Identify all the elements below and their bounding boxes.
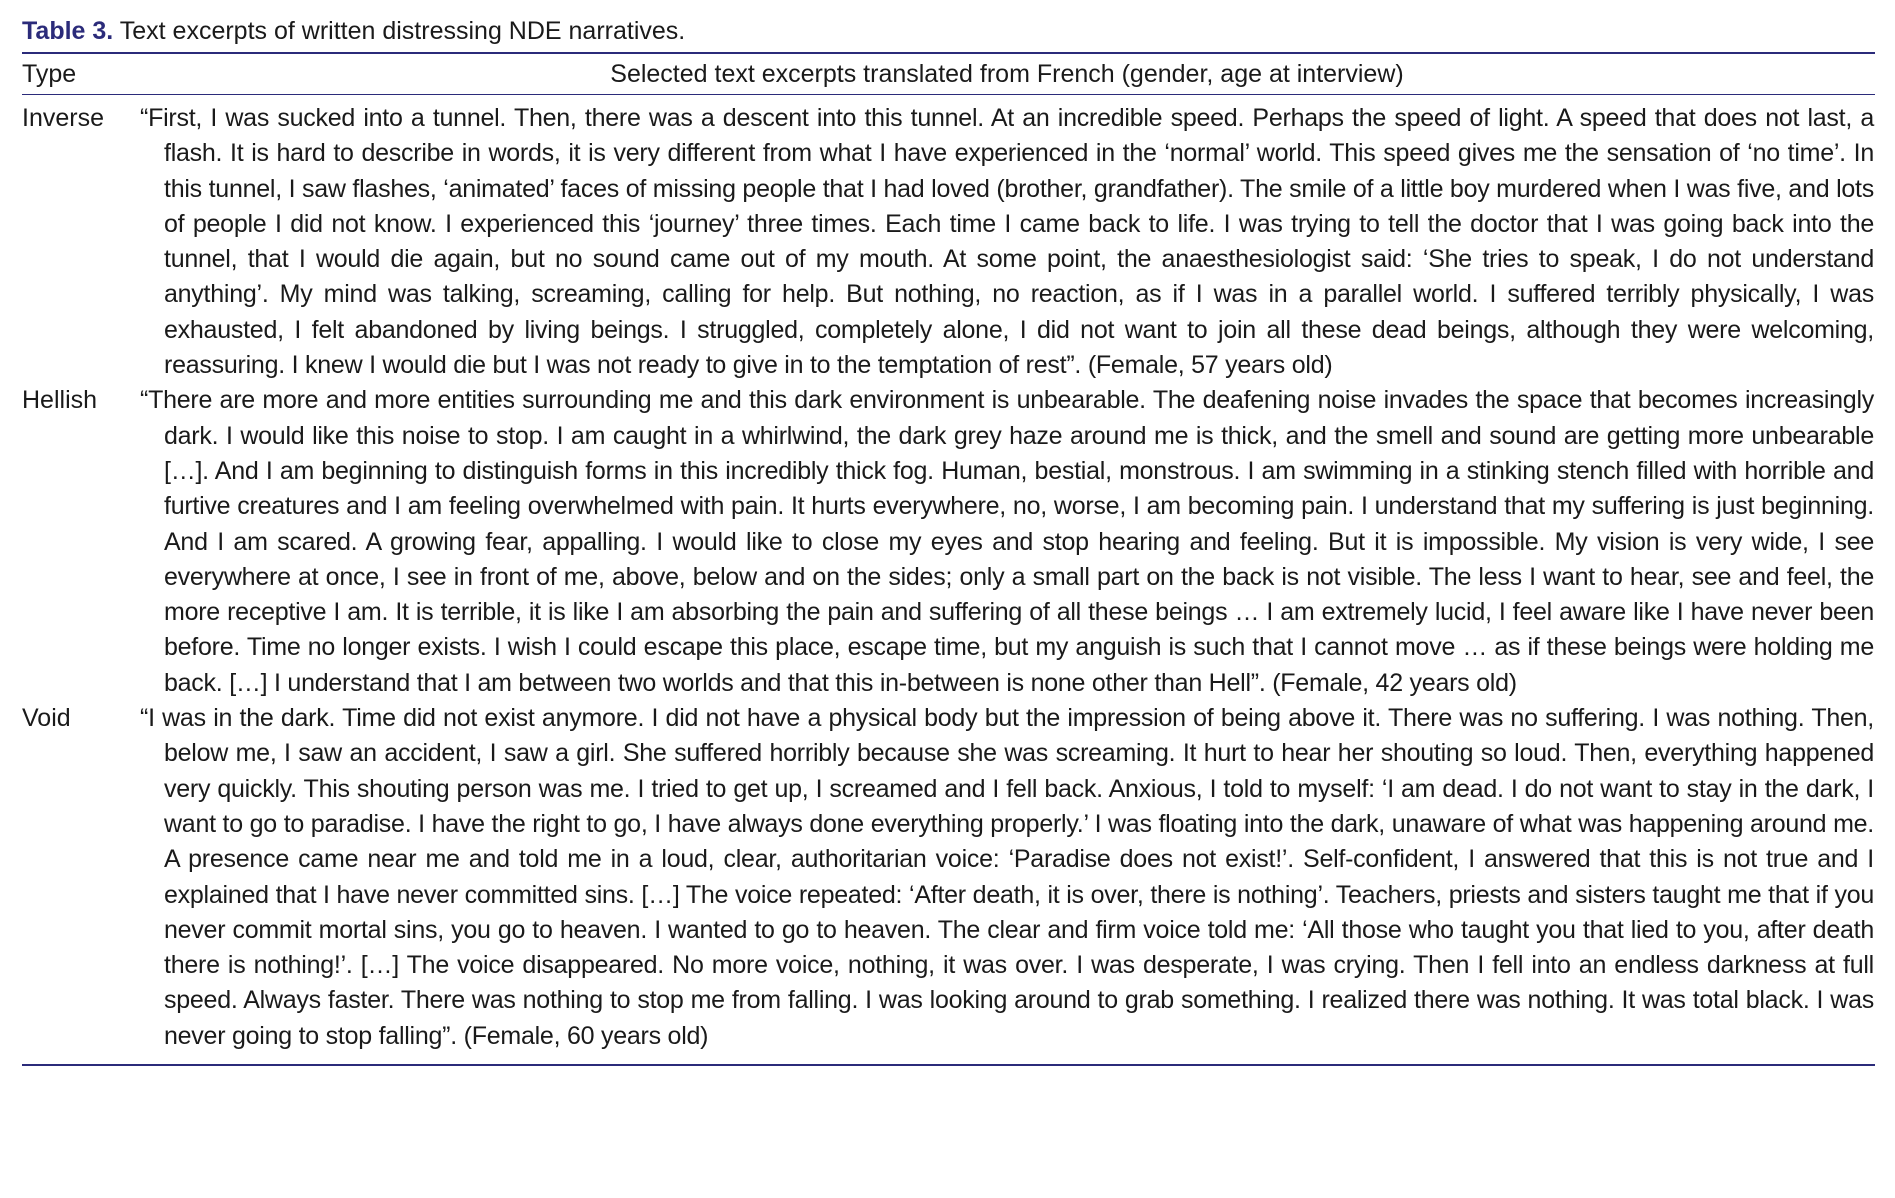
narratives-table: [22, 54, 1874, 94]
row-type-inverse: Inverse: [22, 104, 104, 132]
row-excerpt-hellish: “There are more and more entities surrounding me and this dark environment is unbearable. The deafening noise invades the space that becomes increasingly dark. I would like this noise to stop. I am caught in a whirlwind, the dark grey haze around me is thick, and the smell and sound are getting more unbearable […]. And I am beginning to distinguish forms in this incredibly thick fog. Human, bestial, monstrous. I am swimming in a stinking stench filled with horrible and furtive creatures and I am feeling overwhelmed with pain. It hurts everywhere, no, worse, I am becoming pain. I understand that my suffering is just beginning. And I am scared. A growing fear, appalling. I would like to close my eyes and stop hearing and feeling. But it is impossible. My vision is very wide, I see everywhere at once, I see in front of me, above, below and on the sides; only a small part on the back is not visible. The less I want to hear, see and feel, the more receptive I am. It is terrible, it is like I am absorbing the pain and suffering of all these beings … I am extremely lucid, I feel aware like I have never been before. Time no longer exists. I wish I could escape this place, escape time, but my anguish is such that I cannot move … as if these beings were holding me back. […] I understand that I am between two worlds and that this in-between is none other than Hell”. (Female, 42 years old): [140, 386, 1874, 697]
column-header-excerpt: Selected text excerpts translated from French (gender, age at interview): [610, 60, 1404, 88]
column-header-type: Type: [22, 60, 77, 88]
row-type-void: Void: [22, 704, 71, 733]
table-row: [22, 95, 1874, 383]
table-header-row: [22, 54, 1874, 94]
row-excerpt-void: “I was in the dark. Time did not exist anymore. I did not have a physical body but the impression of being above it. There was no suffering. I was nothing. Then, below me, I saw an accident, I saw a girl. She suffered horribly because she was screaming. It hurt to hear her shouting so loud. Then, everything happened very quickly. This shouting person was me. I tried to get up, I screamed and I fell back. Anxious, I told to myself: ‘I am dead. I do not want to stay in the dark, I want to go to paradise. I have the right to go, I have always done everything properly.’ I was floating into the dark, unaware of what was happening around me. A presence came near me and told me in a loud, clear, authoritarian voice: ‘Paradise does not exist!’. Self-confident, I answered that this is not true and I explained that I have never committed sins. […] The voice repeated: ‘After death, it is over, there is nothing’. Teachers, priests and sisters taught me that if you never commit mortal sins, you go to heaven. I wanted to go to heaven. The clear and firm voice told me: ‘All those who taught you that lied to you, after death there is nothing!’. […] The voice disappeared. No more voice, nothing, it was over. I was desperate, I was crying. Then I fell into an endless darkness at full speed. Always faster. There was nothing to stop me from falling. I was looking around to grab something. I realized there was nothing. It was total black. I was never going to stop falling”. (Female, 60 years old): [140, 704, 1874, 1050]
row-excerpt-inverse: “First, I was sucked into a tunnel. Then, there was a descent into this tunnel. At an incredible speed. Perhaps the speed of light. A speed that does not last, a flash. It is hard to describe in words, it is very different from what I have experienced in the ‘normal’ world. This speed gives me the sensation of ‘no time’. In this tunnel, I saw flashes, ‘animated’ faces of missing people that I had loved (brother, grandfather). The smile of a little boy murdered when I was five, and lots of people I did not know. I experienced this ‘journey’ three times. Each time I came back to life. I was trying to tell the doctor that I was going back into the tunnel, that I would die again, but no sound came out of my mouth. At some point, the anaesthesiologist said: ‘She tries to speak, I do not understand anything’. My mind was talking, screaming, calling for help. But nothing, no reaction, as if I was in a parallel world. I suffered terribly physically, I was exhausted, I felt abandoned by living beings. I struggled, completely alone, I did not want to join all these dead beings, although they were welcoming, reassuring. I knew I would die but I was not ready to give in to the temptation of rest”. (Female, 57 years old): [140, 104, 1874, 380]
narratives-table-body: [22, 95, 1874, 1054]
table-row: [22, 701, 1874, 1054]
row-type-hellish: Hellish: [22, 386, 98, 415]
table-bottom-rule: [22, 1064, 1875, 1066]
table-caption-text: Text excerpts of written distressing NDE narratives.: [119, 17, 686, 45]
table-row: [22, 383, 1874, 701]
table-caption: [22, 12, 1875, 52]
table-label: Table 3.: [22, 17, 114, 45]
